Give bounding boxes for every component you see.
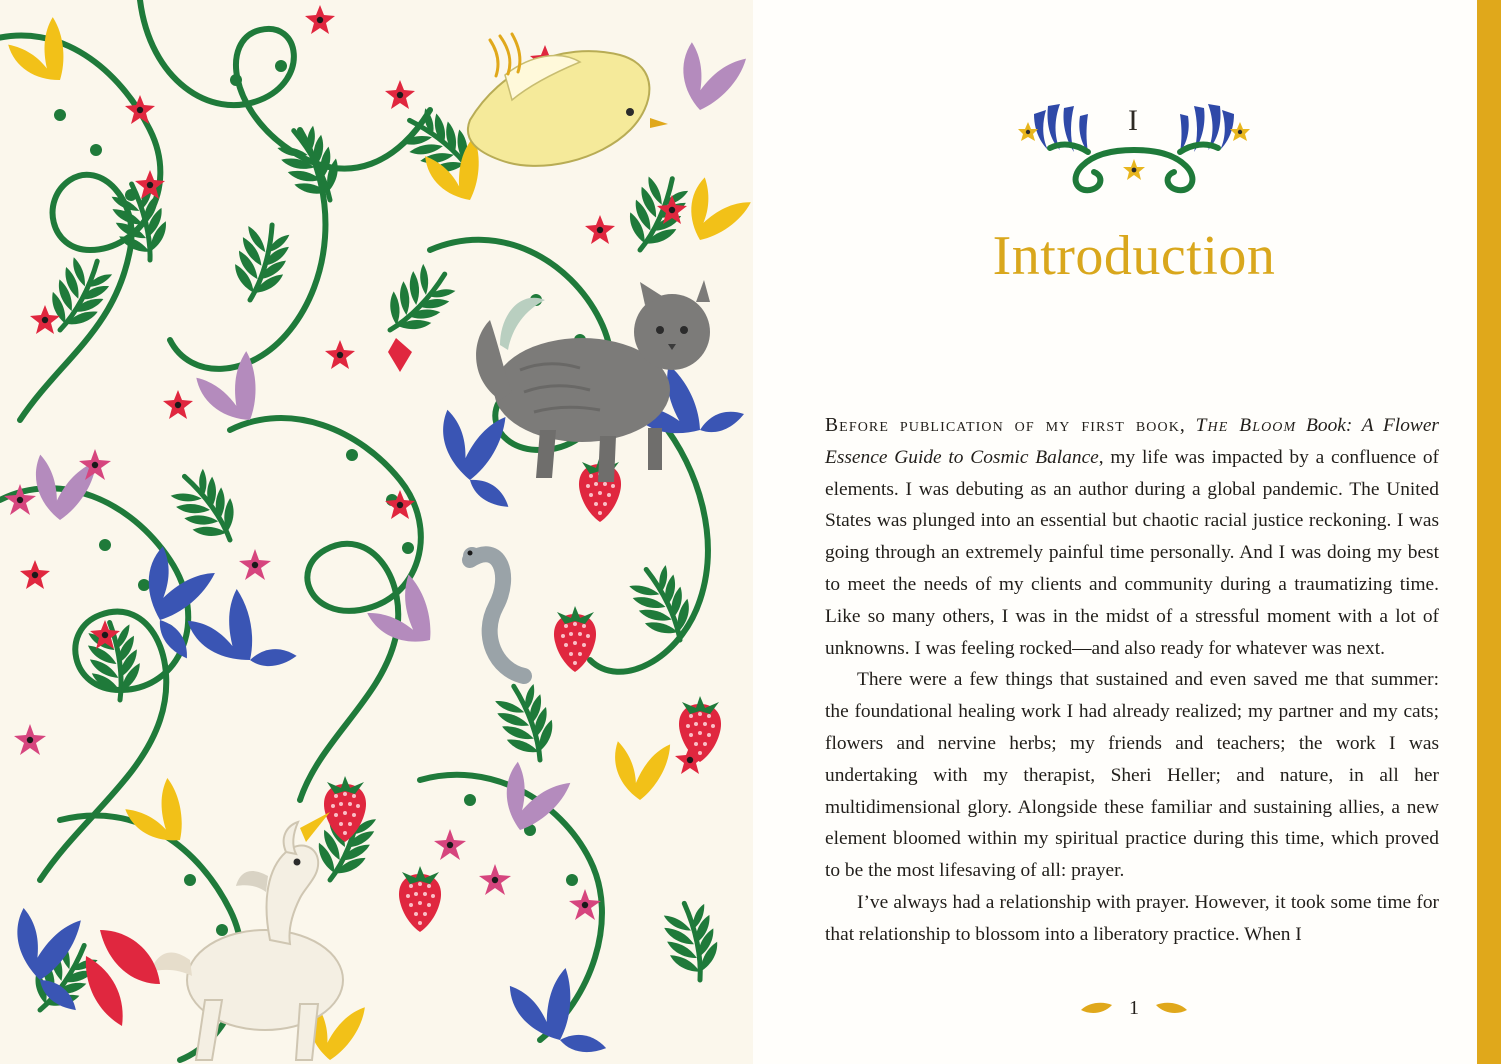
leaf-flourish-icon [1079,1001,1113,1017]
page-folio [825,997,1443,1020]
book-subtitle-italic: Book: A Flower Essence Guide to Cosmic Balance [825,415,1439,468]
page-title: Introduction [992,225,1276,287]
paragraph-2: There were a few things that sustained and even saved me that summer: the foundational healing work I had already realized; my partner and my cats; flowers and nervine herbs; my friends and teachers; the work I was undertaking with my therapist, Sheri Heller; and nature, in all her multidimensional glory. Alongside these familiar and sustaining allies, a new element bloomed within my spiritual practice during this time, which proved to be the most lifesaving of all: prayer. [825,669,1439,882]
paragraph-3: I’ve always had a relationship with prayer. However, it took some time for that relationship to blossom into a liberatory practice. When I [825,891,1439,945]
page-number: 1 [1129,997,1139,1019]
opening-smallcaps: Before publication of my first book, [825,415,1186,436]
paragraph-1 [825,410,1439,664]
book-title-smallcaps: The Bloom [1195,415,1297,436]
right-page [753,0,1501,1064]
page-gold-edge [1477,0,1501,1064]
page-content [825,0,1443,1064]
body-text [825,410,1439,951]
paragraph-1-rest: , my life was impacted by a confluence of elements. I was debuting as an author during a global pandemic. The United States was plunged into an essential but chaotic racial justice reckoning. I was going through an extremely painful time personally. And I was doing my best to meet the needs of my clients and community during a traumatizing time. Like so many others, I was in the midst of a stressful moment with a lot of unknowns. I was feeling rocked—and also ready for whatever was next. [825,446,1440,659]
chapter-number: I [1128,104,1140,137]
leaf-flourish-icon [1155,1001,1189,1017]
